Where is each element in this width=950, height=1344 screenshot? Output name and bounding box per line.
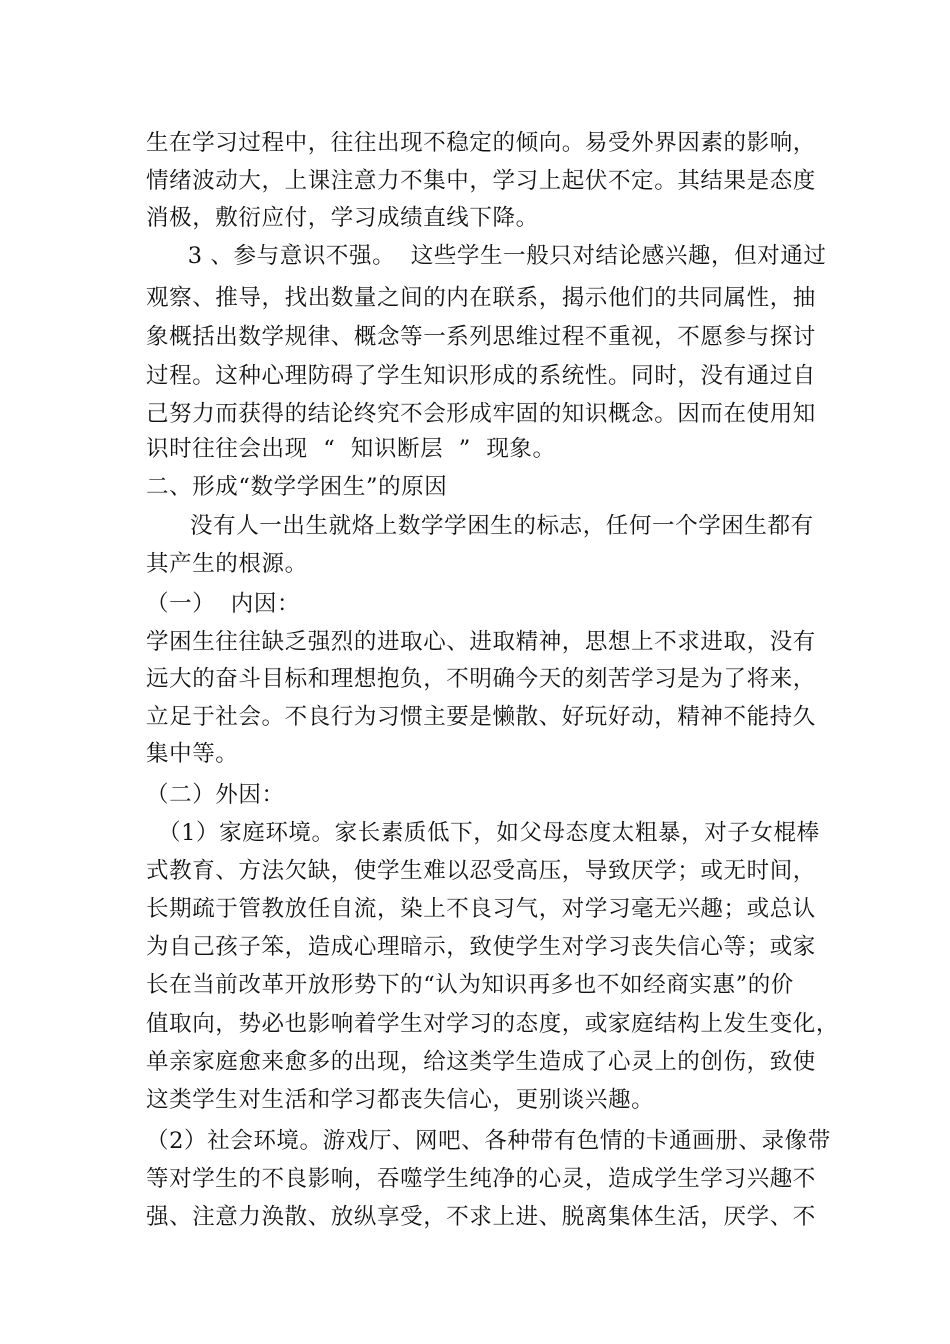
section-heading: 二、形成“数学学困生”的原因	[146, 474, 448, 500]
text-line: 没有人一出生就烙上数学学困生的标志，任何一个学困生都有	[190, 513, 814, 539]
text-line: 生在学习过程中，往往出现不稳定的倾向。易受外界因素的影响，	[146, 130, 816, 156]
text-line: 过程。这种心理防碍了学生知识形成的系统性。同时，没有通过自	[146, 363, 816, 389]
text-line: 式教育、方法欠缺，使学生难以忍受高压，导致厌学；或无时间，	[146, 858, 816, 884]
text-line: 情绪波动大，上课注意力不集中，学习上起伏不定。其结果是态度	[146, 168, 816, 194]
text-line: 长在当前改革开放形势下的“认为知识再多也不如经商实惠”的价	[146, 972, 794, 998]
text-line: 学困生往往缺乏强烈的进取心、进取精神，思想上不求进取，没有	[146, 629, 816, 655]
text-line: 象概括出数学规律、概念等一系列思维过程不重视，不愿参与探讨	[146, 324, 816, 350]
text-line: 识时往往会出现 “ 知识断层 ” 现象。	[146, 436, 556, 462]
text-line: 3 、参与意识不强。 这些学生一般只对结论感兴趣，但对通过	[180, 243, 827, 269]
text-line: 这类学生对生活和学习都丧失信心，更别谈兴趣。	[146, 1087, 655, 1113]
subsection-heading: （一） 内因：	[146, 591, 301, 617]
subsection-heading: （二）外因：	[146, 782, 285, 808]
text-line: 消极，敷衍应付，学习成绩直线下降。	[146, 205, 539, 231]
text-line: 其产生的根源。	[146, 551, 308, 577]
text-line: 等对学生的不良影响，吞噬学生纯净的心灵，造成学生学习兴趣不	[146, 1166, 816, 1192]
text-line: 远大的奋斗目标和理想抱负，不明确今天的刻苦学习是为了将来，	[146, 666, 816, 692]
text-line: 强、注意力涣散、放纵享受，不求上进、脱离集体生活，厌学、不	[146, 1204, 816, 1230]
text-line: （2）社会环境。游戏厅、网吧、各种带有色情的卡通画册、录像带	[146, 1128, 831, 1154]
text-line: 观察、推导，找出数量之间的内在联系，揭示他们的共同属性，抽	[146, 285, 816, 311]
text-line: 集中等。	[146, 741, 239, 767]
text-line: 值取向，势必也影响着学生对学习的态度，或家庭结构上发生变化，	[146, 1011, 840, 1037]
text-line: 长期疏于管教放任自流，染上不良习气，对学习毫无兴趣；或总认	[146, 896, 816, 922]
text-line: 为自己孩子笨，造成心理暗示，致使学生对学习丧失信心等；或家	[146, 934, 816, 960]
text-line: 立足于社会。不良行为习惯主要是懒散、好玩好动，精神不能持久	[146, 704, 816, 730]
text-line: 己努力而获得的结论终究不会形成牢固的知识概念。因而在使用知	[146, 401, 816, 427]
text-line: （1）家庭环境。家长素质低下，如父母态度太粗暴，对子女棍棒	[158, 820, 820, 846]
text-line: 单亲家庭愈来愈多的出现，给这类学生造成了心灵上的创伤，致使	[146, 1049, 816, 1075]
